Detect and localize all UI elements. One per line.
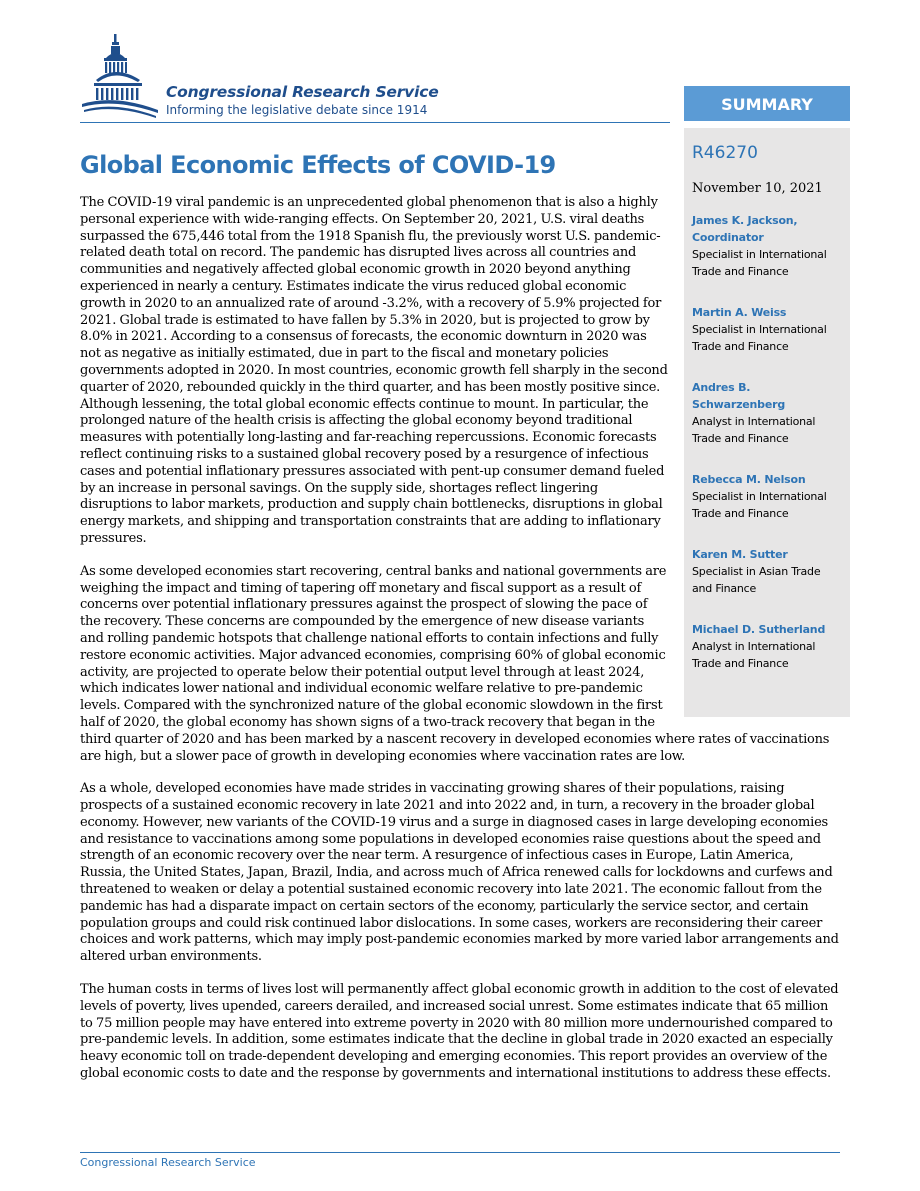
author-role: Specialist in International Trade and Finance xyxy=(692,248,827,278)
author-name: Michael D. Sutherland xyxy=(692,623,826,636)
summary-heading: SUMMARY xyxy=(684,86,850,121)
summary-sidebar xyxy=(684,86,850,717)
footer-divider xyxy=(80,1152,840,1153)
org-name: Congressional Research Service xyxy=(166,83,439,101)
author-entry xyxy=(692,212,842,280)
author-name: James K. Jackson, Coordinator xyxy=(692,214,798,244)
author-name: Andres B. Schwarzenberg xyxy=(692,381,786,411)
body-paragraph: As a whole, developed economies have made strides in vaccinating growing shares of their populations, raising prospects of a sustained economic recovery in late 2021 and into 2022 and, in turn, a recovery in the broader global economy. However, new variants of the COVID-19 virus and a surge in diagnosed cases in large developing economies and resistance to vaccinations among some populations in developed economies raise questions about the speed and strength of an economic recovery over the near term. A resurgence of infectious cases in Europe, Latin America, Russia, the United States, Japan, Brazil, India, and across much of Africa renewed calls for lockdowns and curfews and threatened to weaken or delay a potential sustained economic recovery into late 2021. The economic fallout from the pandemic has had a disparate impact on certain sectors of the economy, particularly the service sector, and certain population groups and could risk continued labor dislocations. In some cases, workers are reconsidering their career choices and work patterns, which may imply post-pandemic economies marked by more varied labor arrangements and altered urban environments. xyxy=(80,781,839,965)
footer-label: Congressional Research Service xyxy=(80,1156,256,1169)
report-number: R46270 xyxy=(692,143,758,163)
author-entry xyxy=(692,471,842,522)
author-name: Karen M. Sutter xyxy=(692,548,788,561)
author-entry xyxy=(692,546,842,597)
author-name: Martin A. Weiss xyxy=(692,306,787,319)
body-paragraph: The human costs in terms of lives lost will permanently affect global economic growth in addition to the cost of elevated levels of poverty, lives upended, careers derailed, and increased social unrest. Some estimates indicate that 65 million to 75 million people may have entered into extreme poverty in 2020 with 80 million more undernourished compared to pre-pandemic levels. In addition, some estimates indicate that the decline in global trade in 2020 exacted an especially heavy economic toll on trade-dependent developing and emerging economies. This report provides an overview of the global economic costs to date and the response by governments and international institutions to address these effects. xyxy=(80,982,839,1082)
author-role: Specialist in Asian Trade and Finance xyxy=(692,565,821,595)
author-role: Analyst in International Trade and Finance xyxy=(692,415,816,445)
body-paragraph: The COVID-19 viral pandemic is an unprecedented global phenomenon that is also a highly personal experience with wide-ranging effects. On September 20, 2021, U.S. viral deaths surpassed the 675,446 total from the 1918 Spanish flu, the previously worst U.S. pandemic-related death total on record. The pandemic has disrupted lives across all countries and communities and negatively affected global economic growth in 2020 beyond anything experienced in nearly a century. Estimates indicate the virus reduced global economic growth in 2020 to an annualized rate of around -3.2%, with a recovery of 5.9% projected for 2021. Global trade is estimated to have fallen by 5.3% in 2020, but is projected to grow by 8.0% in 2021. According to a consensus of forecasts, the economic downturn in 2020 was not as negative as initially estimated, due in part to the fiscal and monetary policies governments adopted in 2020. In most countries, economic growth fell sharply in the second quarter of 2020, rebounded quickly in the third quarter, and has been mostly positive since. Although lessening, the total global economic effects continue to mount. In particular, the prolonged nature of the health crisis is affecting the global economy beyond traditional measures with potentially long-lasting and far-reaching repercussions. Economic forecasts reflect continuing risks to a sustained global recovery posed by a resurgence of infectious cases and potential inflationary pressures associated with pent-up consumer demand fueled by an increase in personal savings. On the supply side, shortages reflect lingering disruptions to labor markets, production and supply chain bottlenecks, disruptions in global energy markets, and shipping and transportation constraints that are adding to inflationary pressures. xyxy=(80,195,668,546)
report-date: November 10, 2021 xyxy=(692,181,823,196)
header-divider xyxy=(80,122,670,123)
crs-logo xyxy=(80,34,470,120)
author-name: Rebecca M. Nelson xyxy=(692,473,806,486)
capitol-dome-icon xyxy=(80,34,164,120)
summary-panel xyxy=(684,128,850,717)
author-role: Specialist in International Trade and Finance xyxy=(692,323,827,353)
author-entry xyxy=(692,379,842,447)
author-entry xyxy=(692,621,842,672)
org-tagline: Informing the legislative debate since 1914 xyxy=(166,103,428,117)
page-title: Global Economic Effects of COVID-19 xyxy=(80,151,556,179)
author-entry xyxy=(692,304,842,355)
author-role: Specialist in International Trade and Finance xyxy=(692,490,827,520)
author-role: Analyst in International Trade and Finance xyxy=(692,640,816,670)
body-paragraph: As some developed economies start recovering, central banks and national governments are weighing the impact and timing of tapering off monetary and fiscal support as a result of concerns over potential inflationary pressures against the prospect of slowing the pace of the recovery. These concerns are compounded by the emergence of new disease variants and rolling pandemic hotspots that challenge national efforts to contain infections and fully restore economic activities. Major advanced economies, comprising 60% of global economic activity, are projected to operate below their potential output level through at least 2024, which indicates lower national and individual economic welfare relative to pre-pandemic levels. Compared with the synchronized nature of the global economic slowdown in the first half of 2020, the global economy has shown signs of a two-track recovery that began in the third quarter of 2020 and has been marked by a nascent recovery in developed economies where rates of vaccinations are high, but a slower pace of growth in developing economies where vaccination rates are low. xyxy=(80,563,830,764)
